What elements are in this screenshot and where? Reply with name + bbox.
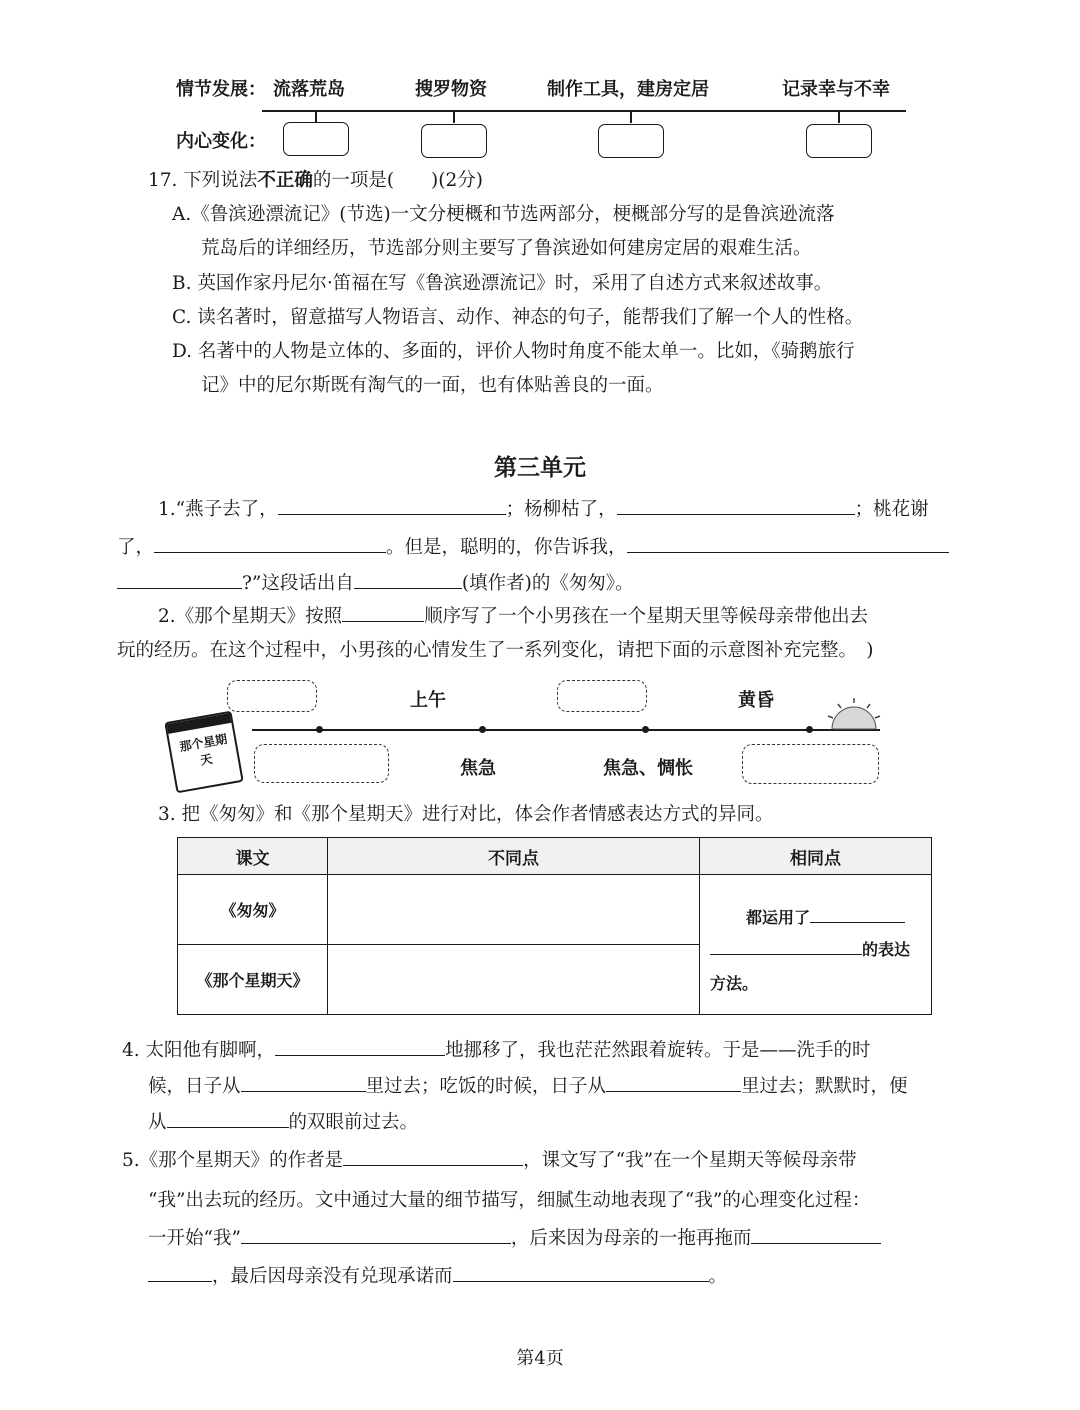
q5-text-3: 一开始“我” bbox=[148, 1228, 241, 1249]
stage-2: 搜罗物资 bbox=[415, 79, 487, 100]
calendar-icon bbox=[164, 711, 243, 794]
same-text-1: 都运用了 bbox=[746, 908, 811, 927]
stage-3: 制作工具，建房定居 bbox=[547, 79, 709, 100]
q1-text-4: 了， bbox=[117, 537, 155, 558]
unit-title: 第三单元 bbox=[494, 454, 586, 481]
q2-text-2: 顺序写了一个小男孩在一个星期天里等候母亲带他出去 bbox=[424, 606, 869, 627]
q1-blank-6[interactable] bbox=[354, 568, 462, 589]
q4-text-5: 里过去；默默时，便 bbox=[741, 1076, 908, 1097]
q4-text-3: 候，日子从 bbox=[148, 1076, 241, 1097]
q4-text-7: 的双眼前过去。 bbox=[288, 1112, 419, 1133]
mood-box-top-1[interactable] bbox=[227, 680, 317, 712]
q1-blank-3[interactable] bbox=[154, 532, 386, 553]
similarity-cell[interactable] bbox=[700, 875, 932, 1015]
row-label-sunday: 《那个星期天》 bbox=[178, 945, 328, 1015]
q2-timeline bbox=[252, 729, 880, 731]
time-morning: 上午 bbox=[410, 690, 446, 711]
q4-blank-1[interactable] bbox=[275, 1035, 445, 1056]
q1-text-7: (填作者)的《匆匆》。 bbox=[461, 573, 634, 594]
tick-2 bbox=[453, 111, 455, 123]
q5-text-2: ，课文写了“我”在一个星期天等候母亲带 bbox=[523, 1150, 857, 1171]
option-d-line2: 记》中的尼尔斯既有淘气的一面，也有体贴善良的一面。 bbox=[201, 375, 664, 396]
difference-cell-2[interactable] bbox=[328, 945, 700, 1015]
option-c[interactable]: C. 读名著时，留意描写人物语言、动作、神态的句子，能帮我们了解一个人的性格。 bbox=[172, 307, 864, 328]
q17-emphasis: 不正确 bbox=[257, 170, 313, 191]
calendar-label: 那个星期天 bbox=[178, 731, 229, 768]
table-header-row bbox=[178, 838, 932, 875]
mood-box-bottom-1[interactable] bbox=[254, 744, 389, 783]
time-dusk: 黄昏 bbox=[738, 690, 774, 711]
inner-box-2[interactable] bbox=[421, 124, 487, 158]
q2-line-2: 玩的经历。在这个过程中，小男孩的心情发生了一系列变化，请把下面的示意图补充完整。 ) bbox=[117, 640, 874, 661]
q5-blank-1[interactable] bbox=[241, 1223, 511, 1244]
q1-blank-1[interactable] bbox=[278, 494, 506, 515]
plot-row-label: 情节发展： bbox=[176, 79, 266, 100]
timeline-dot-1 bbox=[316, 726, 323, 733]
q4-blank-4[interactable] bbox=[167, 1107, 289, 1128]
q3-stem: 3. 把《匆匆》和《那个星期天》进行对比，体会作者情感表达方式的异同。 bbox=[158, 804, 774, 825]
q17-suffix: 的一项是( )(2分) bbox=[312, 170, 483, 191]
q5-blank-3[interactable] bbox=[148, 1261, 212, 1282]
q5-blank-4[interactable] bbox=[453, 1261, 709, 1282]
q5-text-1: 5.《那个星期天》的作者是 bbox=[122, 1150, 344, 1171]
option-a-line2: 荒岛后的详细经历，节选部分则主要写了鲁滨逊如何建房定居的艰难生活。 bbox=[201, 238, 812, 259]
q4-text-1: 4. 太阳他有脚啊， bbox=[122, 1040, 276, 1061]
same-text-2: 的表达 bbox=[862, 940, 911, 959]
q17-prefix: 17. 下列说法 bbox=[148, 170, 258, 191]
q17-stem bbox=[148, 162, 483, 200]
inner-row-label: 内心变化： bbox=[176, 131, 266, 152]
timeline-dot-4 bbox=[806, 726, 813, 733]
table-row bbox=[178, 875, 932, 945]
mood-anxious: 焦急 bbox=[460, 758, 496, 779]
mood-box-bottom-2[interactable] bbox=[742, 744, 879, 784]
timeline-line bbox=[262, 110, 906, 112]
q1-blank-4[interactable] bbox=[627, 532, 949, 553]
mood-box-top-2[interactable] bbox=[557, 680, 647, 712]
row-label-congcong: 《匆匆》 bbox=[178, 875, 328, 945]
q4-blank-3[interactable] bbox=[606, 1071, 741, 1092]
q5-blank-author[interactable] bbox=[343, 1145, 523, 1166]
q5-blank-2[interactable] bbox=[751, 1223, 881, 1244]
q2-blank-order[interactable] bbox=[342, 601, 424, 622]
sunset-icon bbox=[826, 696, 882, 732]
stage-4: 记录幸与不幸 bbox=[782, 79, 890, 100]
q5-text-4: ，后来因为母亲的一拖再拖而 bbox=[510, 1228, 752, 1249]
option-b[interactable]: B. 英国作家丹尼尔·笛福在写《鲁滨逊漂流记》时，采用了自述方式来叙述故事。 bbox=[172, 273, 833, 294]
timeline-dot-3 bbox=[642, 726, 649, 733]
stage-1: 流落荒岛 bbox=[273, 79, 345, 100]
mood-anxious-melancholy: 焦急、惆怅 bbox=[603, 758, 693, 779]
q4-text-2: 地挪移了，我也茫茫然跟着旋转。于是——洗手的时 bbox=[445, 1040, 871, 1061]
same-blank-1[interactable] bbox=[810, 906, 905, 923]
q4-text-4: 里过去；吃饭的时候，日子从 bbox=[365, 1076, 607, 1097]
q1-text-2: ；杨柳枯了， bbox=[505, 499, 617, 520]
q5-text-6: 。 bbox=[708, 1266, 728, 1287]
difference-cell-1[interactable] bbox=[328, 875, 700, 945]
inner-box-1[interactable] bbox=[283, 122, 349, 156]
q1-blank-5[interactable] bbox=[117, 568, 242, 589]
tick-3 bbox=[630, 111, 632, 123]
q1-blank-2[interactable] bbox=[617, 494, 855, 515]
same-blank-2[interactable] bbox=[710, 938, 862, 955]
q4-blank-2[interactable] bbox=[241, 1071, 366, 1092]
inner-box-4[interactable] bbox=[806, 124, 872, 158]
q4-text-6: 从 bbox=[148, 1112, 167, 1133]
q5-line-2: “我”出去玩的经历。文中通过大量的细节描写，细腻生动地表现了“我”的心理变化过程： bbox=[148, 1190, 871, 1211]
q5-text-5: ，最后因母亲没有兑现承诺而 bbox=[212, 1266, 453, 1287]
q1-text-3: ；桃花谢 bbox=[854, 499, 929, 520]
option-d-line1[interactable]: D. 名著中的人物是立体的、多面的，评价人物时角度不能太单一。比如，《骑鹅旅行 bbox=[172, 341, 855, 362]
option-a-line1[interactable]: A.《鲁滨逊漂流记》(节选)一文分梗概和节选两部分，梗概部分写的是鲁滨逊流落 bbox=[172, 204, 835, 225]
inner-box-3[interactable] bbox=[598, 124, 664, 158]
header-similarity: 相同点 bbox=[700, 838, 932, 875]
header-difference: 不同点 bbox=[328, 838, 700, 875]
q1-text-1: 1.“燕子去了， bbox=[158, 499, 278, 520]
q1-text-5: 。但是，聪明的，你告诉我， bbox=[386, 537, 627, 558]
q2-text-1: 2.《那个星期天》按照 bbox=[158, 606, 343, 627]
tick-4 bbox=[838, 111, 840, 123]
timeline-dot-2 bbox=[479, 726, 486, 733]
q1-text-6: ?”这段话出自 bbox=[242, 573, 354, 594]
comparison-table bbox=[177, 837, 932, 1015]
page-number: 第4页 bbox=[516, 1348, 564, 1369]
header-text: 课文 bbox=[178, 838, 328, 875]
same-text-3: 方法。 bbox=[710, 974, 759, 993]
